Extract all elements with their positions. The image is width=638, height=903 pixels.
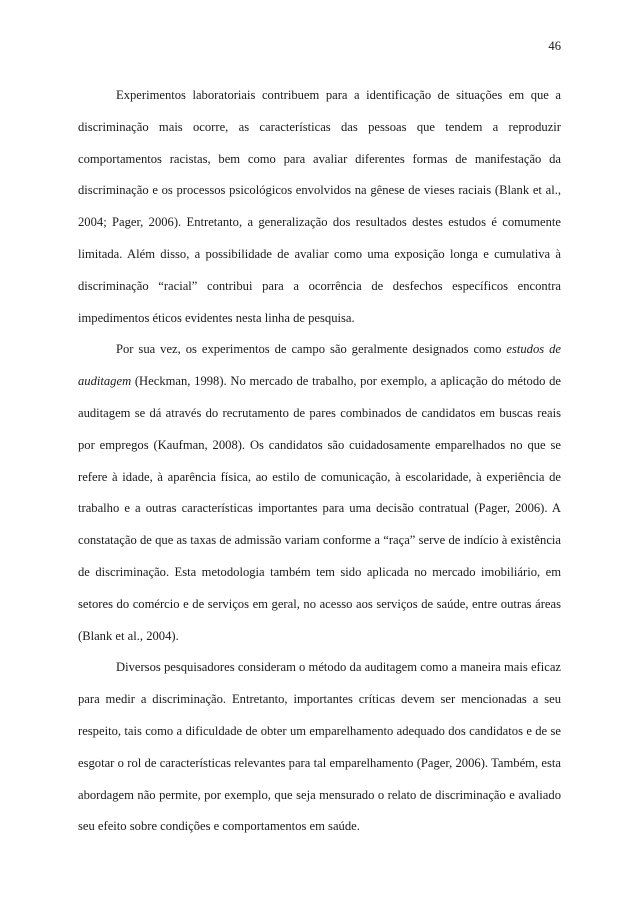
paragraph-field-experiments <box>78 334 561 652</box>
paragraph-field-experiments-text-before: Por sua vez, os experimentos de campo são geralmente designados como <box>116 342 507 357</box>
paragraph-laboratory-experiments: Experimentos laboratoriais contribuem para a identificação de situações em que a discriminação mais ocorre, as características das pessoas que tendem a reproduzir comportamentos racistas, bem como para avaliar diferentes formas de manifestação da discriminação e os processos psicológicos envolvidos na gênese de vieses raciais (Blank et al., 2004; Pager, 2006). Entretanto, a generalização dos resultados destes estudos é comumente limitada. Além disso, a possibilidade de avaliar como uma exposição longa e cumulativa à discriminação “racial” contribui para a ocorrência de desfechos específicos encontra impedimentos éticos evidentes nesta linha de pesquisa. <box>78 88 561 325</box>
page-number: 46 <box>548 39 561 53</box>
emphasis-estudos-de-auditagem: estudos de auditagem <box>78 342 561 389</box>
paragraph-field-experiments-text-after: (Heckman, 1998). No mercado de trabalho, por exemplo, a aplicação do método de auditagem se dá através do recrutamento de pares combinados de candidatos em buscas reais por empregos (Kaufman, 2008). Os candidatos são cuidadosamente emparelhados no que se refere à idade, à aparência física, ao estilo de comunicação, à escolaridade, à experiência de trabalho e a outras características importantes para uma decisão contratual (Pager, 2006). A constatação de que as taxas de admissão variam conforme a “raça” serve de indício à existência de discriminação. Esta metodologia também tem sido aplicada no mercado imobiliário, em setores do comércio e de serviços em geral, no acesso aos serviços de saúde, entre outras áreas (Blank et al., 2004). <box>78 374 561 643</box>
paragraph-audit-method-critique: Diversos pesquisadores consideram o método da auditagem como a maneira mais eficaz para medir a discriminação. Entretanto, importantes críticas devem ser mencionadas a seu respeito, tais como a dificuldade de obter um emparelhamento adequado dos candidatos e de se esgotar o rol de características relevantes para tal emparelhamento (Pager, 2006). Também, esta abordagem não permite, por exemplo, que seja mensurado o relato de discriminação e avaliado seu efeito sobre condições e comportamentos em saúde. <box>78 660 561 834</box>
body-text <box>78 80 561 843</box>
